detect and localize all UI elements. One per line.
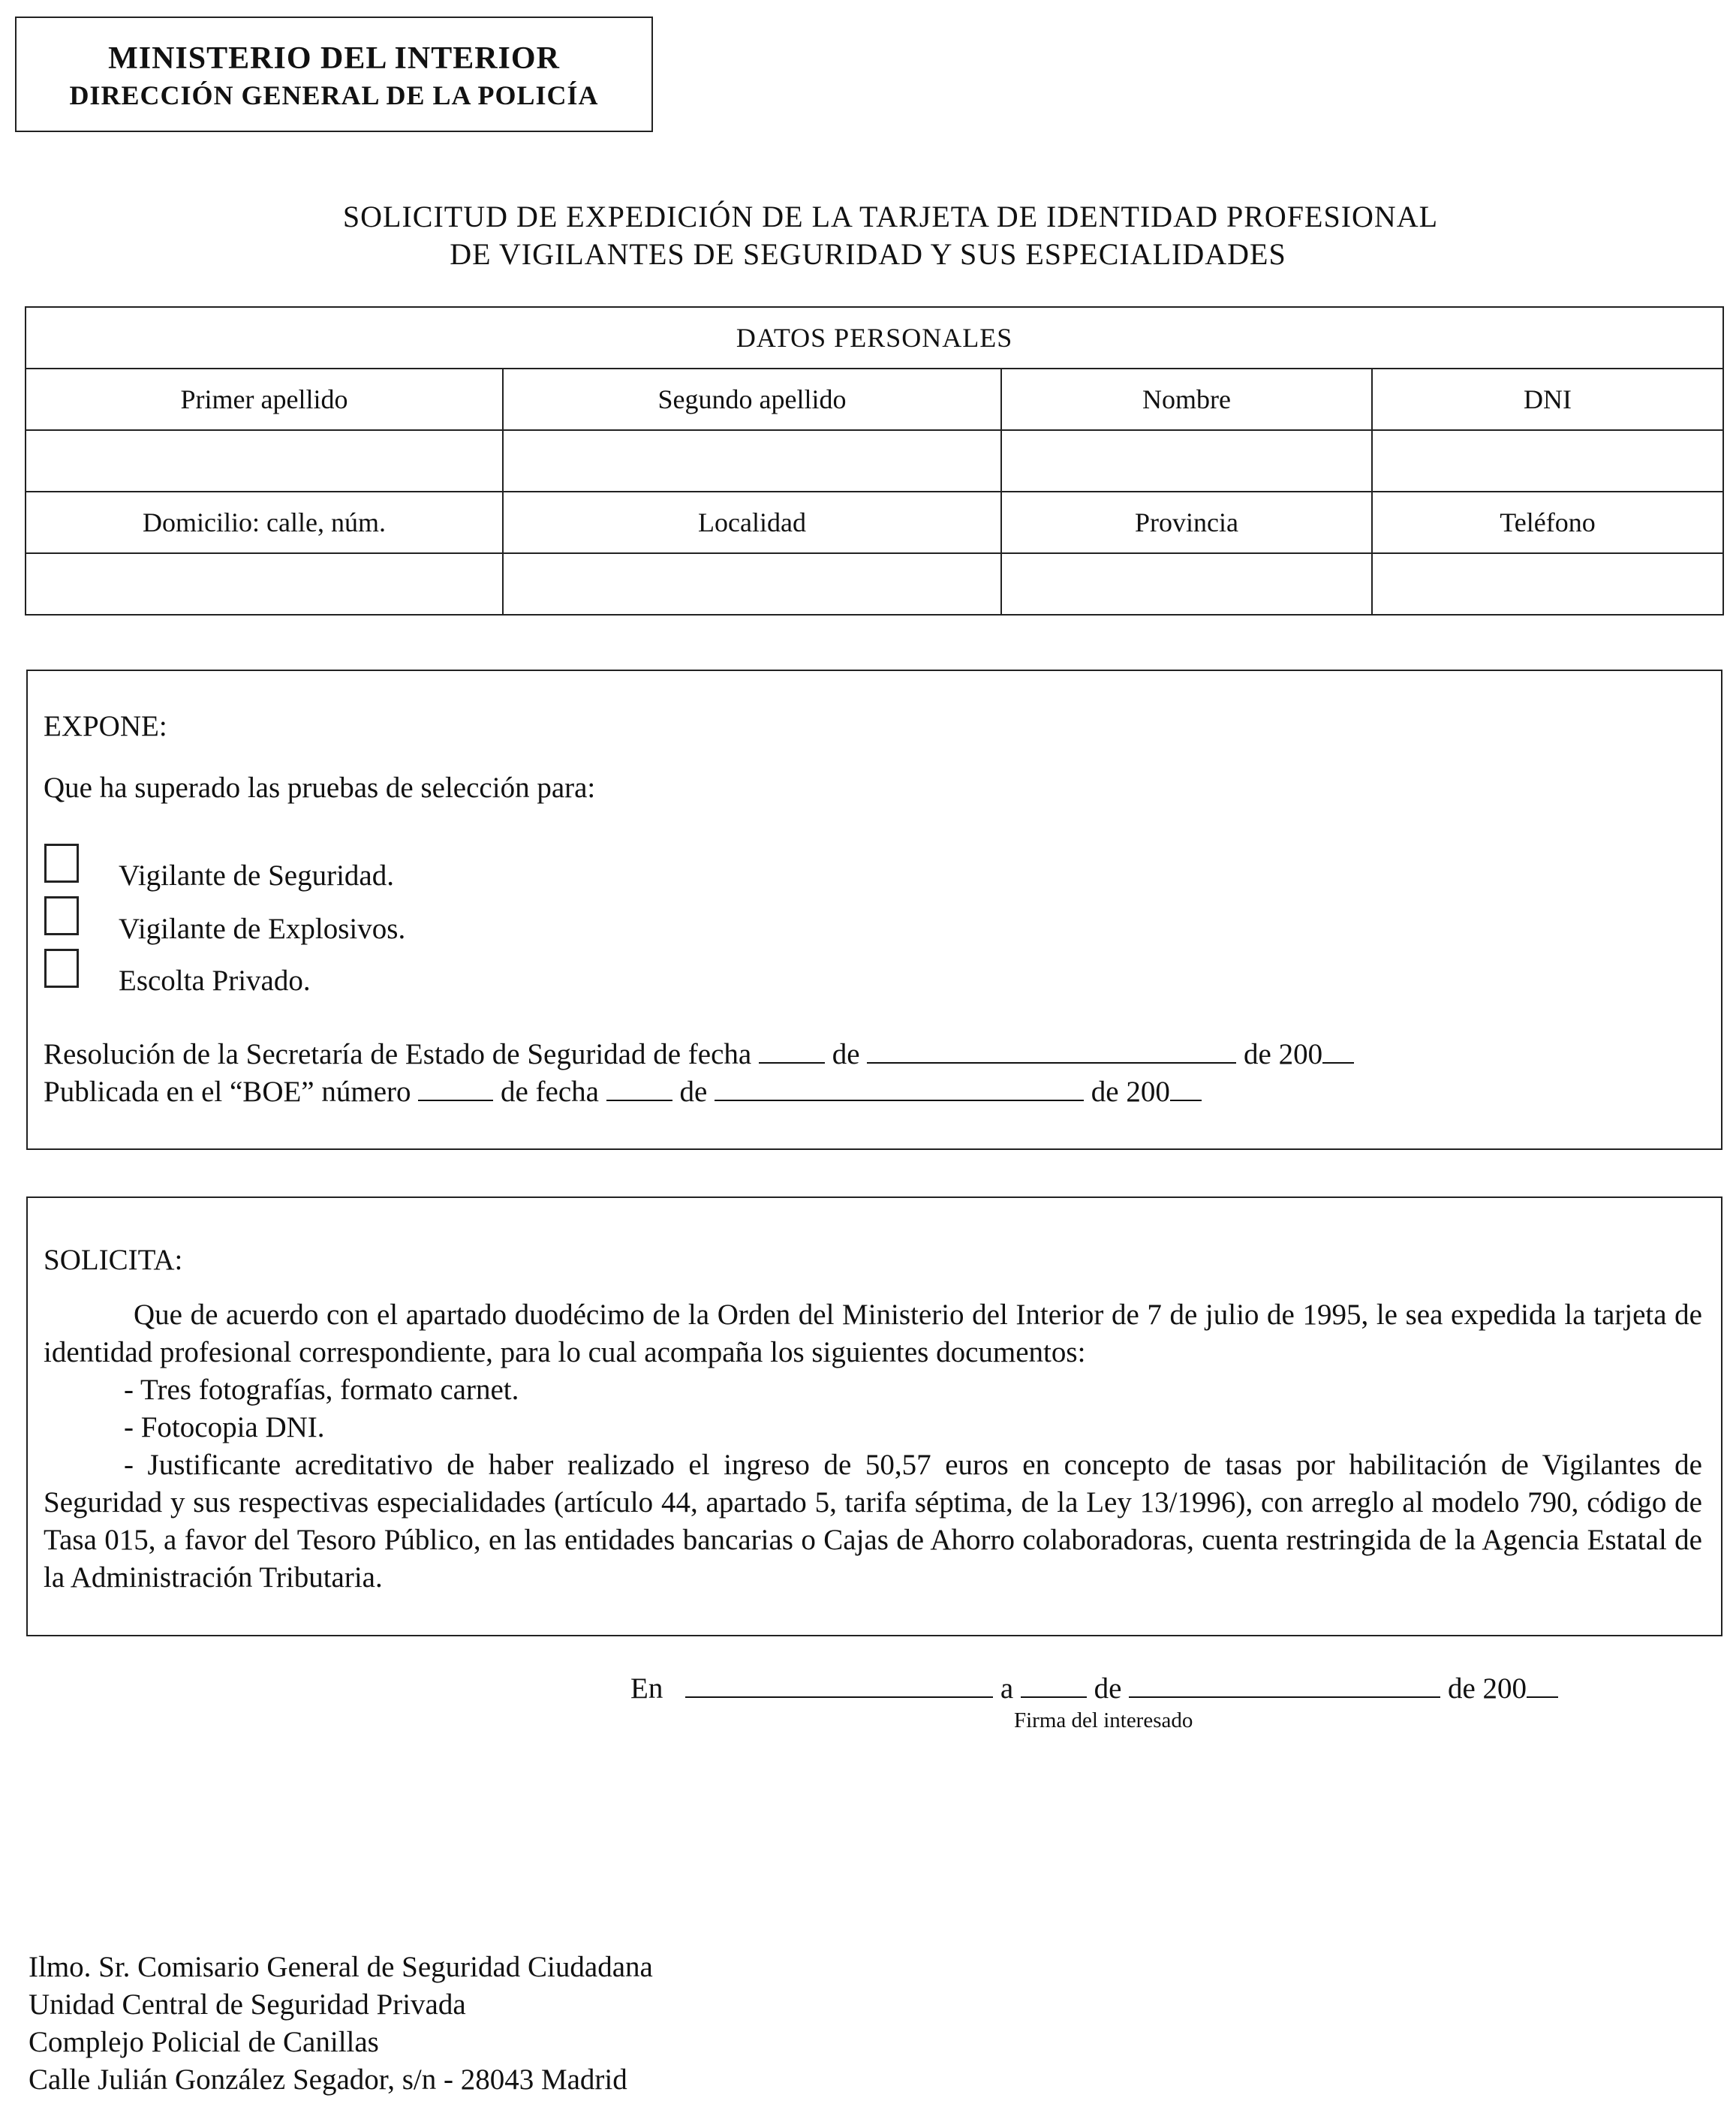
signature-day-blank[interactable] <box>1021 1671 1087 1698</box>
signature-en: En <box>630 1672 663 1705</box>
field-dni[interactable] <box>1372 430 1723 492</box>
personal-data-table <box>25 306 1724 616</box>
label-provincia: Provincia <box>1001 492 1372 553</box>
document-item-fotografias: - Tres fotografías, formato carnet. <box>124 1374 519 1406</box>
signature-year-blank[interactable] <box>1527 1671 1558 1698</box>
solicita-heading: SOLICITA: <box>44 1244 183 1276</box>
field-provincia[interactable] <box>1001 553 1372 615</box>
resolucion-line <box>44 1036 1354 1073</box>
resolucion-year-blank[interactable] <box>1322 1037 1354 1064</box>
document-item-dni: - Fotocopia DNI. <box>124 1411 325 1443</box>
signature-place-blank[interactable] <box>685 1671 993 1698</box>
label-telefono: Teléfono <box>1372 492 1723 553</box>
boe-year-blank[interactable] <box>1170 1074 1202 1101</box>
label-segundo-apellido: Segundo apellido <box>503 369 1001 430</box>
boe-number-blank[interactable] <box>418 1074 493 1101</box>
form-title-line1: SOLICITUD DE EXPEDICIÓN DE LA TARJETA DE IDENTIDAD PROFESIONAL <box>342 200 1439 233</box>
signature-month-blank[interactable] <box>1129 1671 1440 1698</box>
checkbox-vigilante-seguridad[interactable] <box>44 844 79 883</box>
boe-month-blank[interactable] <box>715 1074 1084 1101</box>
boe-de: de <box>679 1076 708 1108</box>
signature-line <box>630 1670 1558 1708</box>
ministry-name: MINISTERIO DEL INTERIOR <box>108 41 560 76</box>
issuer-header-box <box>15 17 653 132</box>
expone-heading: EXPONE: <box>44 710 167 742</box>
label-localidad: Localidad <box>503 492 1001 553</box>
field-telefono[interactable] <box>1372 553 1723 615</box>
form-title-line2: DE VIGILANTES DE SEGURIDAD Y SUS ESPECIALIDADES <box>450 237 1286 271</box>
option-vigilante-explosivos: Vigilante de Explosivos. <box>119 913 406 945</box>
document-item-justificante-text: - Justificante acreditativo de haber realizado el ingreso de 50,57 euros en concepto de tasas por habilitación de Vigilantes de Seguridad y sus respectivas especialidades (artículo 44, apartado 5, tarifa séptima, de la Ley 13/1996), con arreglo al modelo 790, código de Tasa 015, a favor del Tesoro Público, en las entidades bancarias o Cajas de Ahorro colaboradoras, cuenta restringida de la Agencia Estatal de la Administración Tributaria. <box>44 1449 1702 1594</box>
option-vigilante-seguridad: Vigilante de Seguridad. <box>119 859 394 892</box>
boe-year: de 200 <box>1091 1076 1170 1108</box>
document-item-justificante <box>44 1446 1702 1597</box>
solicita-paragraph-text: Que de acuerdo con el apartado duodécimo de la Orden del Ministerio del Interior de 7 de julio de 1995, le sea expedida la tarjeta de identidad profesional correspondiente, para lo cual acompaña los siguientes documentos: <box>44 1299 1702 1368</box>
resolucion-prefix: Resolución de la Secretaría de Estado de Seguridad de fecha <box>44 1038 752 1070</box>
address-line1: Ilmo. Sr. Comisario General de Seguridad Ciudadana <box>29 1951 653 1983</box>
signature-de: de <box>1094 1672 1122 1705</box>
boe-day-blank[interactable] <box>606 1074 672 1101</box>
label-primer-apellido: Primer apellido <box>26 369 503 430</box>
checkbox-vigilante-explosivos[interactable] <box>44 896 79 935</box>
solicita-paragraph <box>44 1296 1702 1371</box>
directorate-name: DIRECCIÓN GENERAL DE LA POLICÍA <box>69 80 599 110</box>
address-line4: Calle Julián González Segador, s/n - 28043 Madrid <box>29 2063 627 2096</box>
checkbox-escolta-privado[interactable] <box>44 949 79 988</box>
label-dni: DNI <box>1372 369 1723 430</box>
resolucion-year: de 200 <box>1244 1038 1323 1070</box>
field-nombre[interactable] <box>1001 430 1372 492</box>
signature-caption: Firma del interesado <box>1014 1708 1193 1732</box>
label-domicilio: Domicilio: calle, núm. <box>26 492 503 553</box>
field-primer-apellido[interactable] <box>26 430 503 492</box>
signature-year: de 200 <box>1447 1672 1527 1705</box>
option-escolta-privado: Escolta Privado. <box>119 965 311 997</box>
expone-intro: Que ha superado las pruebas de selección para: <box>44 772 596 804</box>
address-line2: Unidad Central de Seguridad Privada <box>29 1988 466 2021</box>
field-segundo-apellido[interactable] <box>503 430 1001 492</box>
signature-a: a <box>1000 1672 1014 1705</box>
personal-data-heading: DATOS PERSONALES <box>26 307 1723 369</box>
resolucion-month-blank[interactable] <box>867 1037 1236 1064</box>
label-nombre: Nombre <box>1001 369 1372 430</box>
field-domicilio[interactable] <box>26 553 503 615</box>
resolucion-day-blank[interactable] <box>759 1037 825 1064</box>
boe-prefix: Publicada en el “BOE” número <box>44 1076 411 1108</box>
field-localidad[interactable] <box>503 553 1001 615</box>
address-line3: Complejo Policial de Canillas <box>29 2026 379 2058</box>
boe-line <box>44 1073 1202 1111</box>
boe-de-fecha: de fecha <box>501 1076 599 1108</box>
resolucion-de: de <box>832 1038 860 1070</box>
